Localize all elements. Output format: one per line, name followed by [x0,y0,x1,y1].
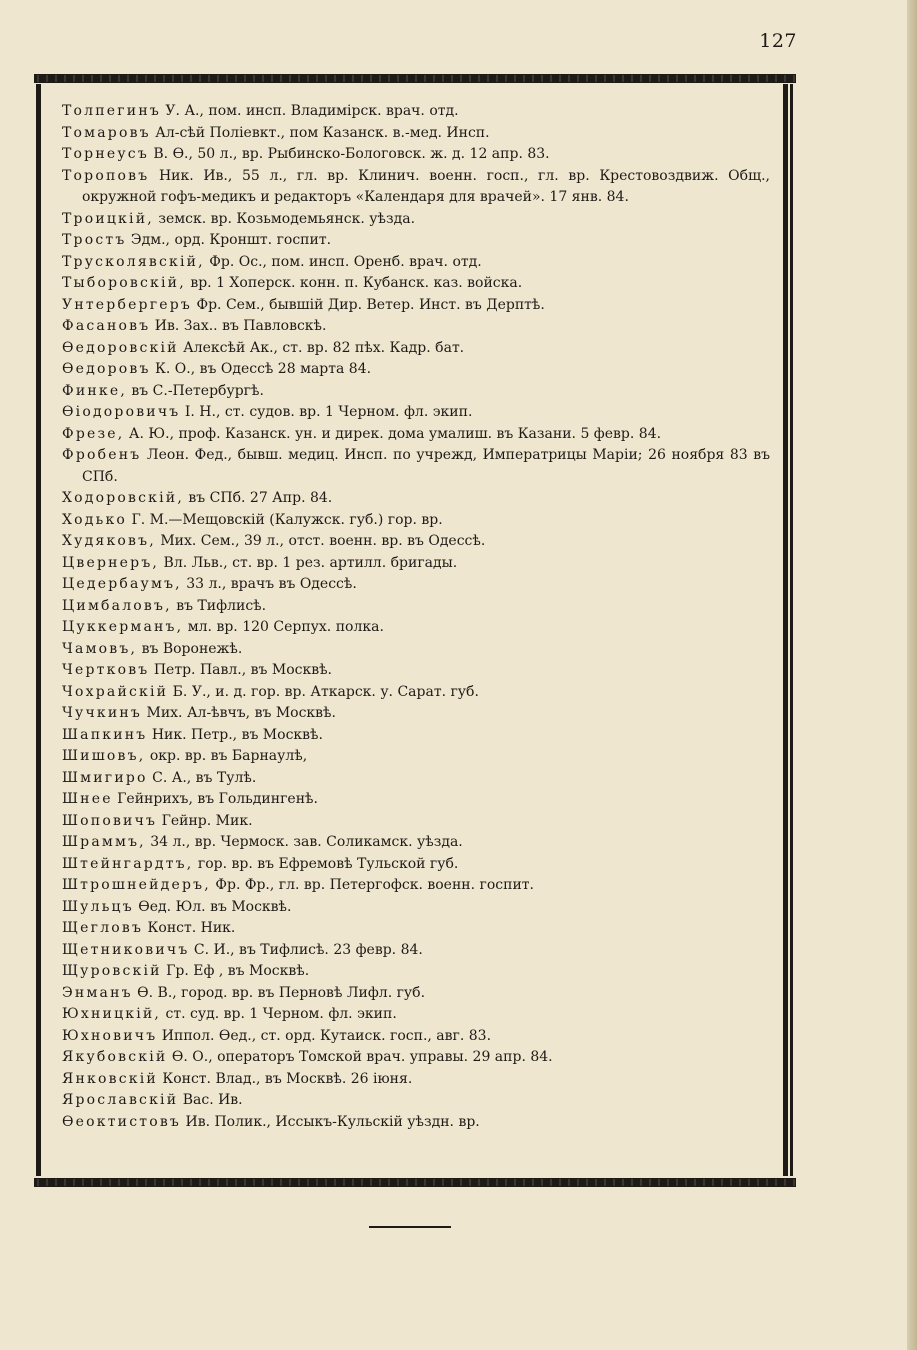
entry-details: Ѳед. Юл. въ Москвѣ. [133,898,292,915]
entry-surname: Ярославскій [62,1092,179,1108]
list-item [62,445,770,488]
entry-details: Фр. Сем., бывшій Дир. Ветер. Инст. въ Дерптѣ. [192,296,545,313]
entry-details: Эдм., орд. Кроншт. госпит. [126,232,332,248]
entry-details: Конст. Ник. [143,920,236,936]
entry-surname: Ходоровскій, [62,490,184,506]
list-item [62,553,770,575]
list-item [62,338,770,360]
entry-details: Б. У., и. д. гор. вр. Аткарск. у. Сарат. губ. [168,683,479,700]
entry-details: Ив. Полик., Иссыкъ-Кульскій уѣздн. вр. [181,1113,480,1130]
list-item [62,897,770,919]
entry-details: С. А., въ Тулѣ. [147,769,257,786]
entry-surname: Фробенъ [62,447,142,463]
entry-surname: Ѳіодоровичъ [62,404,181,420]
entry-surname: Цвернеръ, [62,554,160,571]
entry-surname: Цуккерманъ, [62,619,184,635]
list-item [62,746,770,768]
list-item [62,854,770,876]
entry-details: В. Ѳ., 50 л., вр. Рыбинско-Бологовск. ж. д. 12 апр. 83. [148,146,550,162]
entry-details: У. А., пом. инсп. Владимірск. врач. отд. [160,103,459,119]
page-number: 127 [759,30,797,52]
entry-surname: Ѳеоктистовъ [62,1113,182,1130]
list-item [62,123,770,145]
list-item [62,359,770,381]
list-item [62,1047,770,1069]
list-item [62,488,770,510]
list-item [62,875,770,897]
entry-details: І. Н., ст. судов. вр. 1 Черном. фл. экип. [180,404,473,420]
entry-surname: Юхницкій, [62,1006,162,1022]
list-item [62,1069,770,1091]
entry-surname: Шоповичъ [62,812,158,829]
entry-surname: Чамовъ, [62,640,138,657]
entry-details: ст. суд. вр. 1 Черном. фл. экип. [161,1006,397,1022]
entry-surname: Ѳедоровскій [62,339,179,356]
entry-details: въ Тифлисѣ. [171,597,267,614]
entry-details: Петр. Павл., въ Москвѣ. [149,662,332,678]
entry-surname: Юхновичъ [62,1027,158,1044]
entry-surname: Якубовскій [62,1049,168,1065]
entry-surname: Фасановъ [62,318,151,334]
entry-surname: Цедербаумъ, [62,576,182,592]
entry-surname: Шнее [62,791,113,807]
book-spine-edge [907,0,917,1350]
list-item [62,660,770,682]
list-item [62,596,770,618]
entry-details: Гр. Еф , въ Москвѣ. [161,963,310,979]
list-item [62,209,770,231]
entry-surname: Худяковъ, [62,533,156,549]
entry-details: Конст. Влад., въ Москвѣ. 26 іюня. [157,1070,413,1087]
entry-details: Ѳ. В., город. вр. въ Перновѣ Лифл. губ. [132,984,426,1001]
list-item [62,918,770,940]
list-item [62,101,770,123]
entry-surname: Троицкій, [62,210,154,227]
list-item [62,832,770,854]
list-item [62,1090,770,1112]
list-item [62,1112,770,1134]
entry-surname: Ходько [62,511,128,528]
entry-details: Вл. Льв., ст. вр. 1 рез. артилл. бригады. [159,554,458,571]
entry-details: Леон. Фед., бывш. медиц. Инсп. по учрежд, Императрицы Маріи; 26 ноября 83 въ СПб. [82,447,770,485]
list-item [62,531,770,553]
entry-details: 34 л., вр. Чермоск. зав. Соликамск. уѣзда. [145,834,463,850]
list-item [62,144,770,166]
entry-details: Фр. Фр., гл. вр. Петергофск. военн. госпит. [210,877,534,893]
entry-surname: Шульцъ [62,898,134,915]
entry-details: Алексѣй Ак., ст. вр. 82 пѣх. Кадр. бат. [178,339,465,356]
top-ornamental-rule [34,74,796,83]
list-item [62,295,770,317]
entry-details: гор. вр. въ Ефремовѣ Тульской губ. [193,855,459,872]
list-item [62,811,770,833]
entry-surname: Шапкинъ [62,726,148,743]
list-item [62,617,770,639]
list-item [62,983,770,1005]
entry-details: въ С.-Петербургѣ. [126,382,264,399]
entry-details: Гейнр. Мик. [157,812,253,829]
entry-details: Мих. Ал-ѣвчъ, въ Москвѣ. [142,705,336,721]
entry-details: Ник. Петр., въ Москвѣ. [147,726,323,743]
list-item [62,166,770,209]
list-item [62,639,770,661]
entry-surname: Тростъ [62,232,127,248]
entry-surname: Щегловъ [62,920,144,936]
list-item [62,768,770,790]
entry-surname: Шраммъ, [62,834,146,850]
entry-surname: Штрошнейдеръ, [62,877,211,893]
entry-surname: Торнеусъ [62,146,149,162]
entry-details: 33 л., врачъ въ Одессѣ. [181,576,357,592]
entry-details: Гейнрихъ, въ Гольдингенѣ. [112,791,318,807]
entry-surname: Щетниковичъ [62,941,190,958]
entry-details: Г. М.—Мещовскій (Калужск. губ.) гор. вр. [127,511,443,528]
entry-surname: Тыборовскій, [62,275,186,291]
list-item [62,703,770,725]
entry-details: въ СПб. 27 Апр. 84. [183,490,333,506]
entry-surname: Томаровъ [62,124,151,141]
entry-surname: Шмигиро [62,769,148,786]
entry-details: вр. 1 Хоперск. конн. п. Кубанск. каз. войска. [185,275,523,291]
bottom-ornamental-rule [34,1178,796,1187]
entry-details: окр. вр. въ Барнаулѣ, [145,748,308,764]
list-item [62,574,770,596]
entry-details: Иппол. Ѳед., ст. орд. Кутаиск. госп., авг. 83. [157,1027,492,1044]
entry-details: Мих. Сем., 39 л., отст. военн. вр. въ Одессѣ. [155,533,486,549]
entry-surname: Трусколявскій, [62,253,205,270]
list-item [62,273,770,295]
entry-details: К. О., въ Одессѣ 28 марта 84. [150,361,372,377]
list-item [62,1004,770,1026]
list-item [62,316,770,338]
entry-details: Фр. Ос., пом. инсп. Оренб. врач. отд. [204,253,482,270]
list-item [62,402,770,424]
list-item [62,510,770,532]
left-border-line [36,84,41,1176]
entry-details: Ив. Зах.. въ Павловскѣ. [150,318,327,334]
list-item [62,1026,770,1048]
entry-surname: Цимбаловъ, [62,597,172,614]
list-item [62,940,770,962]
entry-details: Ѳ. О., операторъ Томской врач. управы. 29 апр. 84. [167,1049,553,1065]
entry-surname: Чертковъ [62,662,150,678]
list-item [62,682,770,704]
list-item [62,789,770,811]
entry-details: мл. вр. 120 Серпух. полка. [183,619,384,635]
entry-surname: Штейнгардтъ, [62,855,194,872]
entry-surname: Унтербергеръ [62,296,193,313]
entry-surname: Тороповъ [62,167,150,184]
list-item [62,961,770,983]
entry-details: Ал-сѣй Поліевкт., пом Казанск. в.-мед. Инсп. [150,124,490,141]
entry-surname: Финке, [62,382,127,399]
list-item [62,252,770,274]
entry-surname: Энманъ [62,984,133,1001]
list-item [62,230,770,252]
entry-surname: Чохрайскій [62,683,169,700]
entry-details: С. И., въ Тифлисѣ. 23 февр. 84. [189,941,423,958]
entry-surname: Щуровскій [62,963,162,979]
entry-surname: Фрезе, [62,425,125,442]
entry-surname: Ѳедоровъ [62,361,151,377]
right-border-line [783,84,788,1176]
entry-surname: Толпегинъ [62,103,161,119]
entry-surname: Чучкинъ [62,705,143,721]
list-item [62,381,770,403]
list-item [62,424,770,446]
entry-details: въ Воронежѣ. [137,640,243,657]
entry-surname: Янковскій [62,1070,158,1087]
entry-details: земск. вр. Козьмодемьянск. уѣзда. [153,210,416,227]
list-item [62,725,770,747]
entry-surname: Шишовъ, [62,748,146,764]
entry-details: Ник. Ив., 55 л., гл. вр. Клинич. военн. госп., гл. вр. Крестовоздвиж. Общ., окружной гофъ-медикъ и редакторъ «Календаря для врачей». 17 янв. 84. [82,167,770,205]
obituary-entry-list [62,101,770,1133]
entry-details: А. Ю., проф. Казанск. ун. и дирек. дома умалиш. въ Казани. 5 февр. 84. [124,425,662,442]
footer-divider [369,1226,451,1228]
entry-details: Вас. Ив. [178,1092,243,1108]
